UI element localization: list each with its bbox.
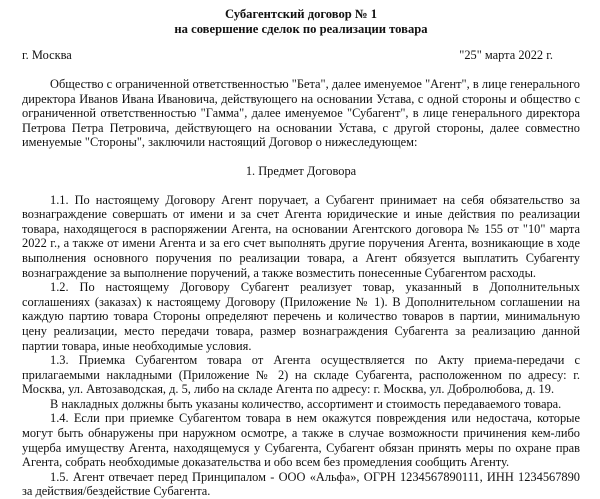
clause-1-4: 1.4. Если при приемке Субагентом товара в нем окажутся повреждения или недостача, которые могут быть обнаружены при наружном осмотре, а также в случае возможности причинения кем-либо ущерба имуществу Агента, находящемуся у Субагента, Субагент обязан принять меры по охране прав Агента, собрать необходимые доказательства и обо всем без промедления сообщить Агенту. [22, 411, 580, 470]
clause-1-5: 1.5. Агент отвечает перед Принципалом - ООО «Альфа», ОГРН 1234567890111, ИНН 1234567890 за действия/бездействие Субагента. [22, 469, 580, 499]
document-page [22, 0, 580, 499]
clause-1-2: 1.2. По настоящему Договору Субагент реализует товар, указанный в Дополнительных соглашениях (заказах) к настоящему Договору (Приложение № 1). В Дополнительном соглашении на каждую партию товара Стороны определяют перечень и количество товаров в партии, минимальную цену реализации, место передачи товара, размер вознаграждения Субагента за реализацию данной партии товара, иные необходимые условия. [22, 280, 580, 353]
city: г. Москва [22, 48, 72, 62]
place-date-row [22, 48, 580, 63]
contract-date: "25" марта 2022 г. [459, 48, 553, 62]
preamble-paragraph: Общество с ограниченной ответственностью "Бета", далее именуемое "Агент", в лице генерального директора Иванов Ивана Ивановича, действующего на основании Устава, с одной стороны и общество с ограниченной ответственностью "Гамма", далее именуемое "Субагент", в лице генерального директора Петрова Петра Петровича, действующего на основании Устава, с другой стороны, далее совместно именуемые "Стороны", заключили настоящий Договор о нижеследующем: [22, 77, 580, 150]
document-subtitle: на совершение сделок по реализации товара [174, 22, 428, 36]
clause-1-1: 1.1. По настоящему Договору Агент поручает, а Субагент принимает на себя обязательство за вознаграждение совершать от имени и за счет Агента юридические и иные действия по реализации товара, находящегося в распоряжении Агента, на основании Агентского договора № 155 от "10" марта 2022 г., а также от имени Агента и за его счет выполнять другие поручения Агента, возникающие в ходе выполнения основного поручения по реализации товара, а Агент обязуется выплатить Субагенту вознаграждение за выполнение поручений, а также возместить понесенные Субагентом расходы. [22, 192, 580, 280]
section-heading: 1. Предмет Договора [245, 163, 357, 178]
clause-1-3: 1.3. Приемка Субагентом товара от Агента осуществляется по Акту приема-передачи с прилагаемыми накладными (Приложение № 2) на складе Субагента, расположенном по адресу: г. Москва, ул. Автозаводская, д. 5, либо на складе Агента по адресу: г. Москва, ул. Добролюбова, д. 19. [22, 353, 580, 397]
document-title: Субагентский договор № 1 [224, 7, 378, 21]
clause-1-3-note: В накладных должны быть указаны количество, ассортимент и стоимость передаваемого товара. [50, 396, 562, 411]
